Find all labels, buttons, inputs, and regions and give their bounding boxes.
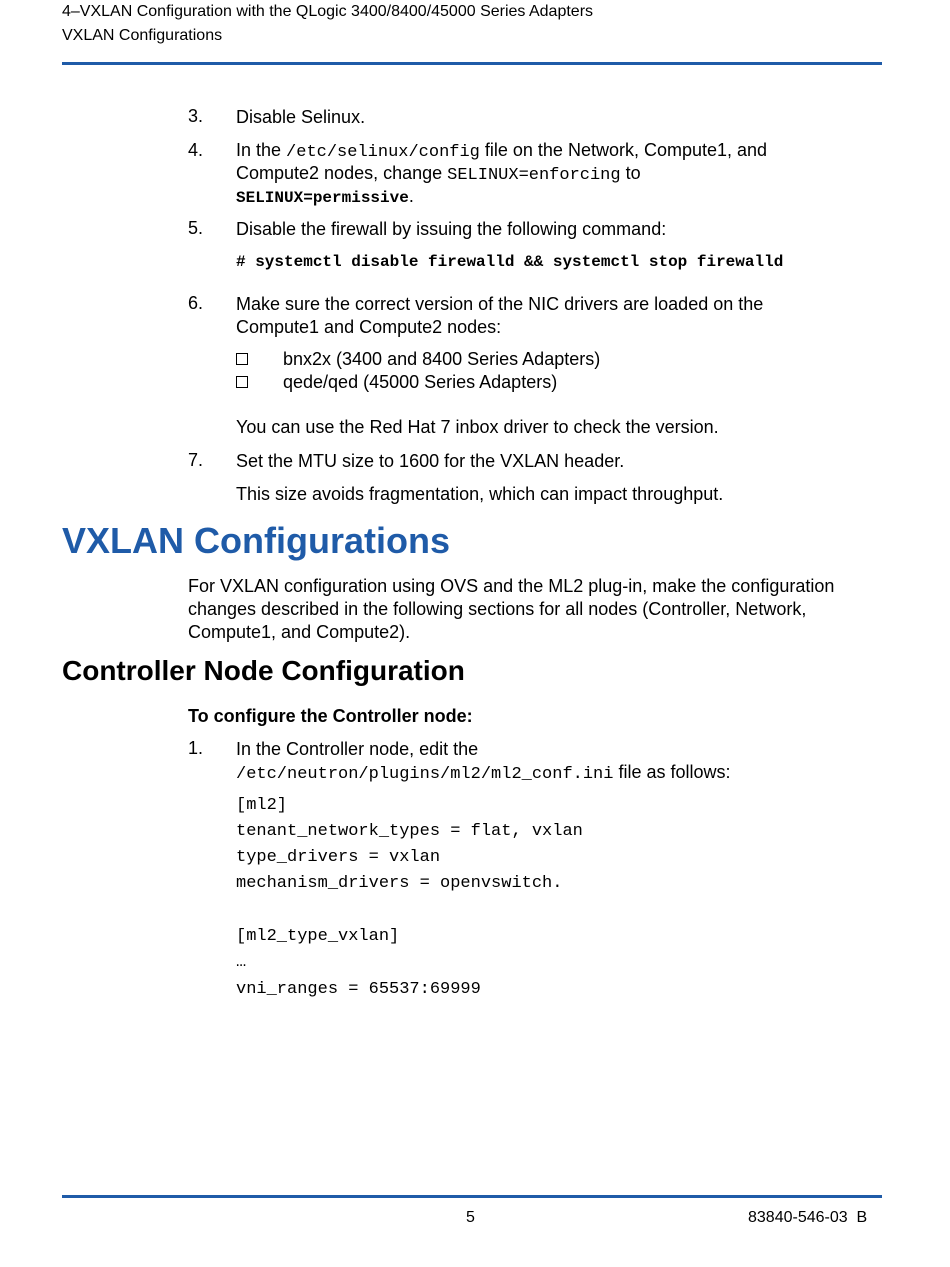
step-number: 5. xyxy=(188,218,204,238)
section-heading: VXLAN Configurations xyxy=(62,520,450,561)
step-text: Disable Selinux. xyxy=(236,107,366,127)
bullet-text: bnx2x (3400 and 8400 Series Adapters) xyxy=(283,349,601,369)
step-text: Make sure the correct version of the NIC drivers are loaded on the xyxy=(236,294,764,314)
step-text: In the Controller node, edit the xyxy=(236,739,479,759)
running-header-chapter: 4–VXLAN Configuration with the QLogic 3400/8400/45000 Series Adapters xyxy=(62,3,594,20)
step-number: 3. xyxy=(188,106,204,126)
file-path: /etc/selinux/config xyxy=(286,143,480,162)
step-note: You can use the Red Hat 7 inbox driver to check the version. xyxy=(236,417,719,437)
step-text: Disable the firewall by issuing the following command: xyxy=(236,219,667,239)
procedure-title: To configure the Controller node: xyxy=(188,706,473,726)
document-id: 83840-546-03 B xyxy=(748,1209,868,1226)
step-text: Compute1 and Compute2 nodes: xyxy=(236,317,502,337)
header-rule xyxy=(62,62,882,65)
file-path: /etc/neutron/plugins/ml2/ml2_conf.ini xyxy=(236,765,614,784)
bullet-text: qede/qed (45000 Series Adapters) xyxy=(283,372,558,392)
step-number: 6. xyxy=(188,293,204,313)
code-line: tenant_network_types = flat, vxlan xyxy=(236,822,583,841)
step-number: 1. xyxy=(188,738,204,758)
paragraph-line: For VXLAN configuration using OVS and the ML2 plug-in, make the configuration xyxy=(188,576,835,596)
step-text: Compute2 nodes, change SELINUX=enforcing to xyxy=(236,163,641,185)
checkbox-bullet-icon xyxy=(236,353,248,365)
paragraph-line: Compute1, and Compute2). xyxy=(188,622,411,642)
step-text: In the /etc/selinux/config file on the Network, Compute1, and xyxy=(236,140,768,162)
code-line: vni_ranges = 65537:69999 xyxy=(236,980,481,999)
code-line: type_drivers = vxlan xyxy=(236,848,441,867)
code-inline: SELINUX=permissive xyxy=(236,189,409,207)
subsection-heading: Controller Node Configuration xyxy=(62,655,465,686)
code-line: [ml2] xyxy=(236,796,288,815)
code-inline: SELINUX=enforcing xyxy=(447,166,621,185)
step-note: This size avoids fragmentation, which can impact throughput. xyxy=(236,484,724,504)
page-number: 5 xyxy=(466,1209,475,1226)
running-header-section: VXLAN Configurations xyxy=(62,27,223,44)
step-number: 4. xyxy=(188,140,204,160)
code-line: [ml2_type_vxlan] xyxy=(236,927,400,946)
footer-rule xyxy=(62,1195,882,1198)
step-text: Set the MTU size to 1600 for the VXLAN header. xyxy=(236,451,625,471)
checkbox-bullet-icon xyxy=(236,376,248,388)
step-text: SELINUX=permissive. xyxy=(236,186,414,207)
step-number: 7. xyxy=(188,450,204,470)
code-line: mechanism_drivers = openvswitch. xyxy=(236,874,563,893)
command-line: # systemctl disable firewalld && systemctl stop firewalld xyxy=(236,253,784,271)
paragraph-line: changes described in the following sections for all nodes (Controller, Network, xyxy=(188,599,807,619)
step-text: /etc/neutron/plugins/ml2/ml2_conf.ini file as follows: xyxy=(236,762,731,784)
code-line: … xyxy=(236,953,247,972)
